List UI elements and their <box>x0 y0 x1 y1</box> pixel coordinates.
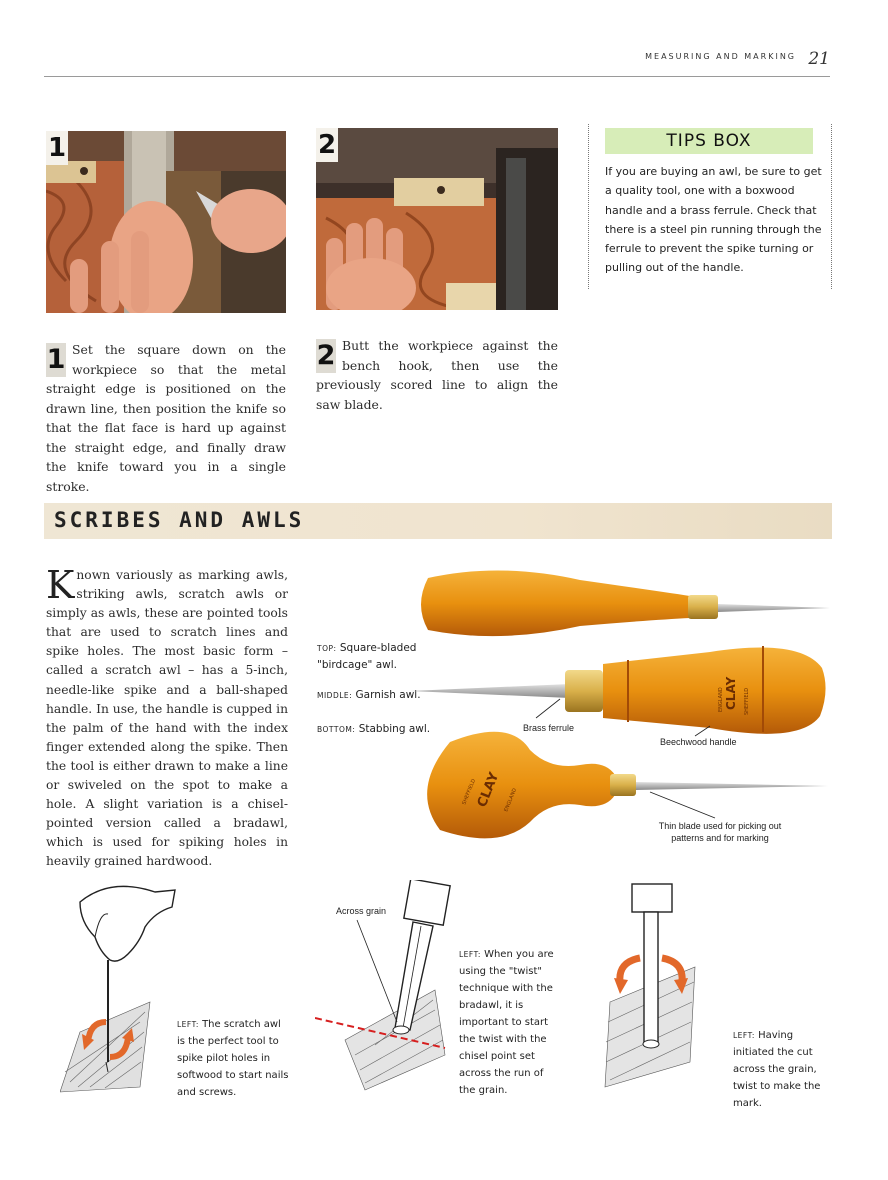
header-rule <box>44 76 830 77</box>
stamp-clay-bottom: CLAY <box>474 770 503 810</box>
section-title: SCRIBES AND AWLS <box>54 508 305 532</box>
running-head <box>645 52 796 61</box>
illustration-2-prefix: LEFT: <box>459 950 481 959</box>
stamp-sheffield-bottom: SHEFFIELD <box>461 778 478 806</box>
label-thin-blade-line2: patterns and for marking <box>671 833 769 843</box>
tips-box-text: If you are buying an awl, be sure to get a quality tool, one with a boxwood handle and a brass ferrule. Check that there is a steel pin running through the ferrule to prevent the spike turning or pulling out of the handle. <box>605 165 822 275</box>
section-header <box>44 503 832 539</box>
tips-box <box>588 124 832 289</box>
stamp-england-bottom: ENGLAND <box>503 787 519 813</box>
awl-caption-bottom-prefix: BOTTOM: <box>317 725 356 734</box>
dropcap: K <box>46 563 75 607</box>
label-thin-blade <box>650 820 790 844</box>
stamp-sheffield-middle: SHEFFIELD <box>744 687 750 715</box>
top-awl <box>421 570 830 636</box>
step-1-photo-number: 1 <box>47 133 67 163</box>
twist-mark-illustration <box>600 882 710 1092</box>
step-1-text: Set the square down on the workpiece so that the metal straight edge is positioned on the drawn line, then position the knife so that the flat face is hard up against the straight edge, and finally draw the knife toward you in a single stroke. <box>46 342 286 494</box>
illustration-3-text: Having initiated the cut across the grain, twist to make the mark. <box>733 1030 821 1109</box>
step-1-caption <box>46 340 286 496</box>
awls-illustration <box>410 560 830 850</box>
awl-caption-top-text2: "birdcage" awl. <box>317 659 397 671</box>
awl-caption-top-prefix: TOP: <box>317 644 337 653</box>
leader-beechwood-handle <box>695 726 710 736</box>
awl-caption-middle-prefix: MIDDLE: <box>317 691 353 700</box>
step-2-photo <box>316 128 558 310</box>
section-body <box>46 563 288 872</box>
illustration-2-text: When you are using the "twist" technique with the bradawl, it is important to start the twist with the chisel point set across the run of the grain. <box>459 949 554 1096</box>
awl-caption-top-text: Square-bladed <box>339 642 417 654</box>
step-2-photo-number: 2 <box>317 130 337 160</box>
section-name: MEASURING AND MARKING <box>645 52 796 61</box>
illustration-1-prefix: LEFT: <box>177 1020 199 1029</box>
stamp-clay-middle: CLAY <box>724 676 738 710</box>
illustration-1-text: The scratch awl is the perfect tool to spike pilot holes in softwood to start nails and screws. <box>177 1019 289 1098</box>
step-2-photo-art <box>316 128 558 310</box>
label-beechwood-handle: Beechwood handle <box>660 737 737 747</box>
step-2-text: Butt the workpiece against the bench hook, then use the previously scored line to align the saw blade. <box>316 338 558 412</box>
step-1-photo <box>46 131 286 313</box>
middle-awl <box>410 646 826 734</box>
label-brass-ferrule: Brass ferrule <box>523 723 575 733</box>
step-1-photo-art <box>46 131 286 313</box>
step-2-number: 2 <box>316 340 336 371</box>
illustration-2-caption <box>459 946 559 1099</box>
leader-brass-ferrule <box>536 699 560 718</box>
step-1-number: 1 <box>46 344 66 375</box>
stamp-england-middle: ENGLAND <box>718 687 724 712</box>
illustration-1-caption <box>177 1016 289 1101</box>
label-thin-blade-line1: Thin blade used for picking out <box>658 821 782 831</box>
leader-thin-blade <box>650 792 715 818</box>
awl-caption-bottom-text: Stabbing awl. <box>358 723 431 735</box>
section-body-text: nown variously as marking awls, striking awls, scratch awls or simply as awls, these are pointed tools that are used to scratch lines and spike holes. The most basic form – called a scratch awl – has a 5-inch, needle-like spike and a ball-shaped handle. In use, the handle is cupped in the palm of the hand with the index finger extended along the spike. Then the tool is either drawn to make a line or swiveled on the spot to make a hole. A slight variation is a chisel-pointed version called a bradawl, which is used for spiking holes in heavily grained hardwood. <box>46 568 288 869</box>
illustration-3-prefix: LEFT: <box>733 1031 755 1040</box>
awl-caption-middle <box>317 689 421 701</box>
across-grain-label: Across grain <box>336 906 387 916</box>
awl-caption-middle-text: Garnish awl. <box>355 689 421 701</box>
tips-box-title: TIPS BOX <box>605 128 813 154</box>
scratch-awl-illustration <box>60 882 180 1097</box>
illustration-3-caption <box>733 1027 833 1112</box>
page-number: 21 <box>808 49 830 69</box>
step-2-caption <box>316 336 558 414</box>
